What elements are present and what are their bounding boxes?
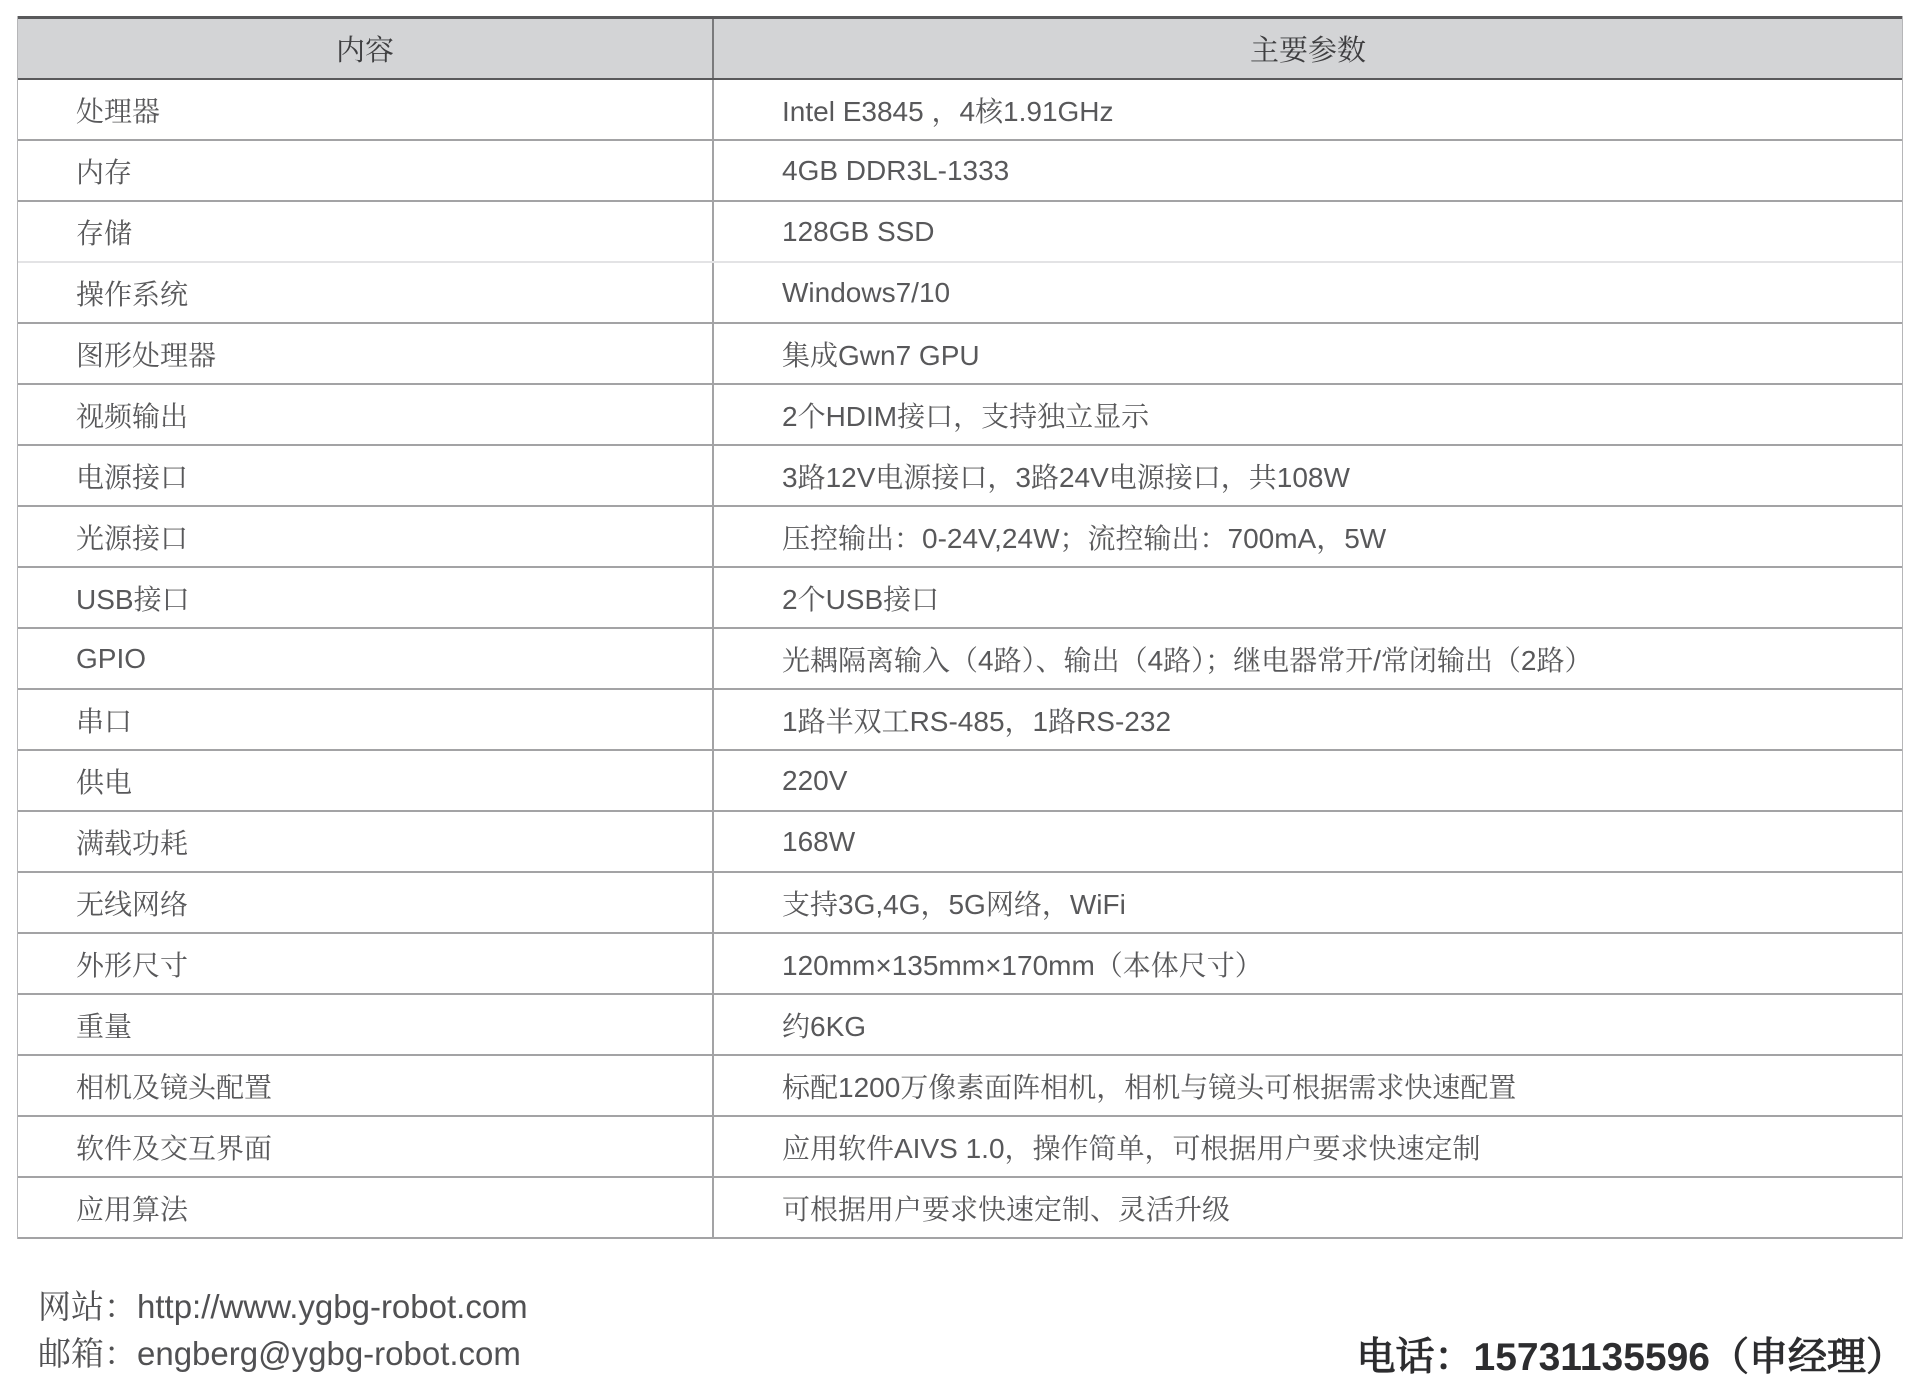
row-value: 4GB DDR3L-1333 [782,154,1010,186]
row-label: 串口 [18,690,714,749]
row-label: 重量 [18,995,714,1054]
table-row [18,263,1902,324]
table-row [18,934,1902,995]
table-row [18,324,1902,385]
table-header-row [18,16,1902,80]
table-row [18,751,1902,812]
table-row [18,507,1902,568]
row-value: 168W [782,825,856,857]
row-value: 压控输出：0-24V,24W；流控输出：700mA，5W [782,522,1387,554]
table-header-main-params: 主要参数 [1249,35,1366,67]
table-row [18,1117,1902,1178]
table-row [18,202,1902,263]
row-value: 支持3G,4G，5G网络，WiFi [782,888,1126,920]
row-label: 视频输出 [18,385,714,444]
table-row [18,80,1902,141]
row-value: Windows7/10 [782,276,951,308]
row-label: 存储 [18,202,714,261]
table-row [18,446,1902,507]
row-label: 操作系统 [18,263,714,322]
row-value: 128GB SSD [782,215,935,247]
table-row [18,690,1902,751]
table-row [18,873,1902,934]
row-label: 光源接口 [18,507,714,566]
row-label: 内存 [18,141,714,200]
row-value: 3路12V电源接口，3路24V电源接口，共108W [782,461,1350,493]
row-label: GPIO [18,629,714,688]
row-label: 处理器 [18,80,714,139]
phone-line: 电话：15731135596（申经理） [1356,1336,1905,1379]
table-body [18,80,1902,1239]
row-value: 标配1200万像素面阵相机，相机与镜头可根据需求快速配置 [782,1071,1517,1103]
row-value: 2个HDIM接口，支持独立显示 [782,400,1150,432]
website-line: 网站：http://www.ygbg-robot.com [38,1288,528,1325]
row-label: 应用算法 [18,1178,714,1237]
table-row [18,995,1902,1056]
table-row [18,385,1902,446]
table-header-content: 内容 [18,19,714,78]
row-label: 外形尺寸 [18,934,714,993]
table-row [18,141,1902,202]
row-value: Intel E3845 ，4核1.91GHz [782,95,1114,127]
row-value: 应用软件AIVS 1.0，操作简单，可根据用户要求快速定制 [782,1132,1481,1164]
spec-table [17,16,1903,1239]
row-value: 光耦隔离输入（4路）、输出（4路）；继电器常开/常闭输出（2路） [782,644,1593,676]
table-row [18,1056,1902,1117]
row-label: 供电 [18,751,714,810]
table-row [18,812,1902,873]
row-value: 约6KG [782,1010,867,1042]
row-value: 120mm×135mm×170mm（本体尺寸） [782,949,1263,981]
contact-block [38,1283,528,1377]
table-row [18,629,1902,690]
table-row [18,568,1902,629]
row-label: 电源接口 [18,446,714,505]
row-label: 图形处理器 [18,324,714,383]
row-value: 可根据用户要求快速定制、灵活升级 [782,1193,1231,1225]
row-value: 集成Gwn7 GPU [782,339,980,371]
email-line: 邮箱：engberg@ygbg-robot.com [38,1335,521,1372]
row-label: 满载功耗 [18,812,714,871]
row-label: 相机及镜头配置 [18,1056,714,1115]
table-row [18,1178,1902,1239]
row-label: USB接口 [18,568,714,627]
row-value: 1路半双工RS-485，1路RS-232 [782,705,1172,737]
row-value: 220V [782,764,848,796]
row-value: 2个USB接口 [782,583,940,615]
row-label: 软件及交互界面 [18,1117,714,1176]
row-label: 无线网络 [18,873,714,932]
